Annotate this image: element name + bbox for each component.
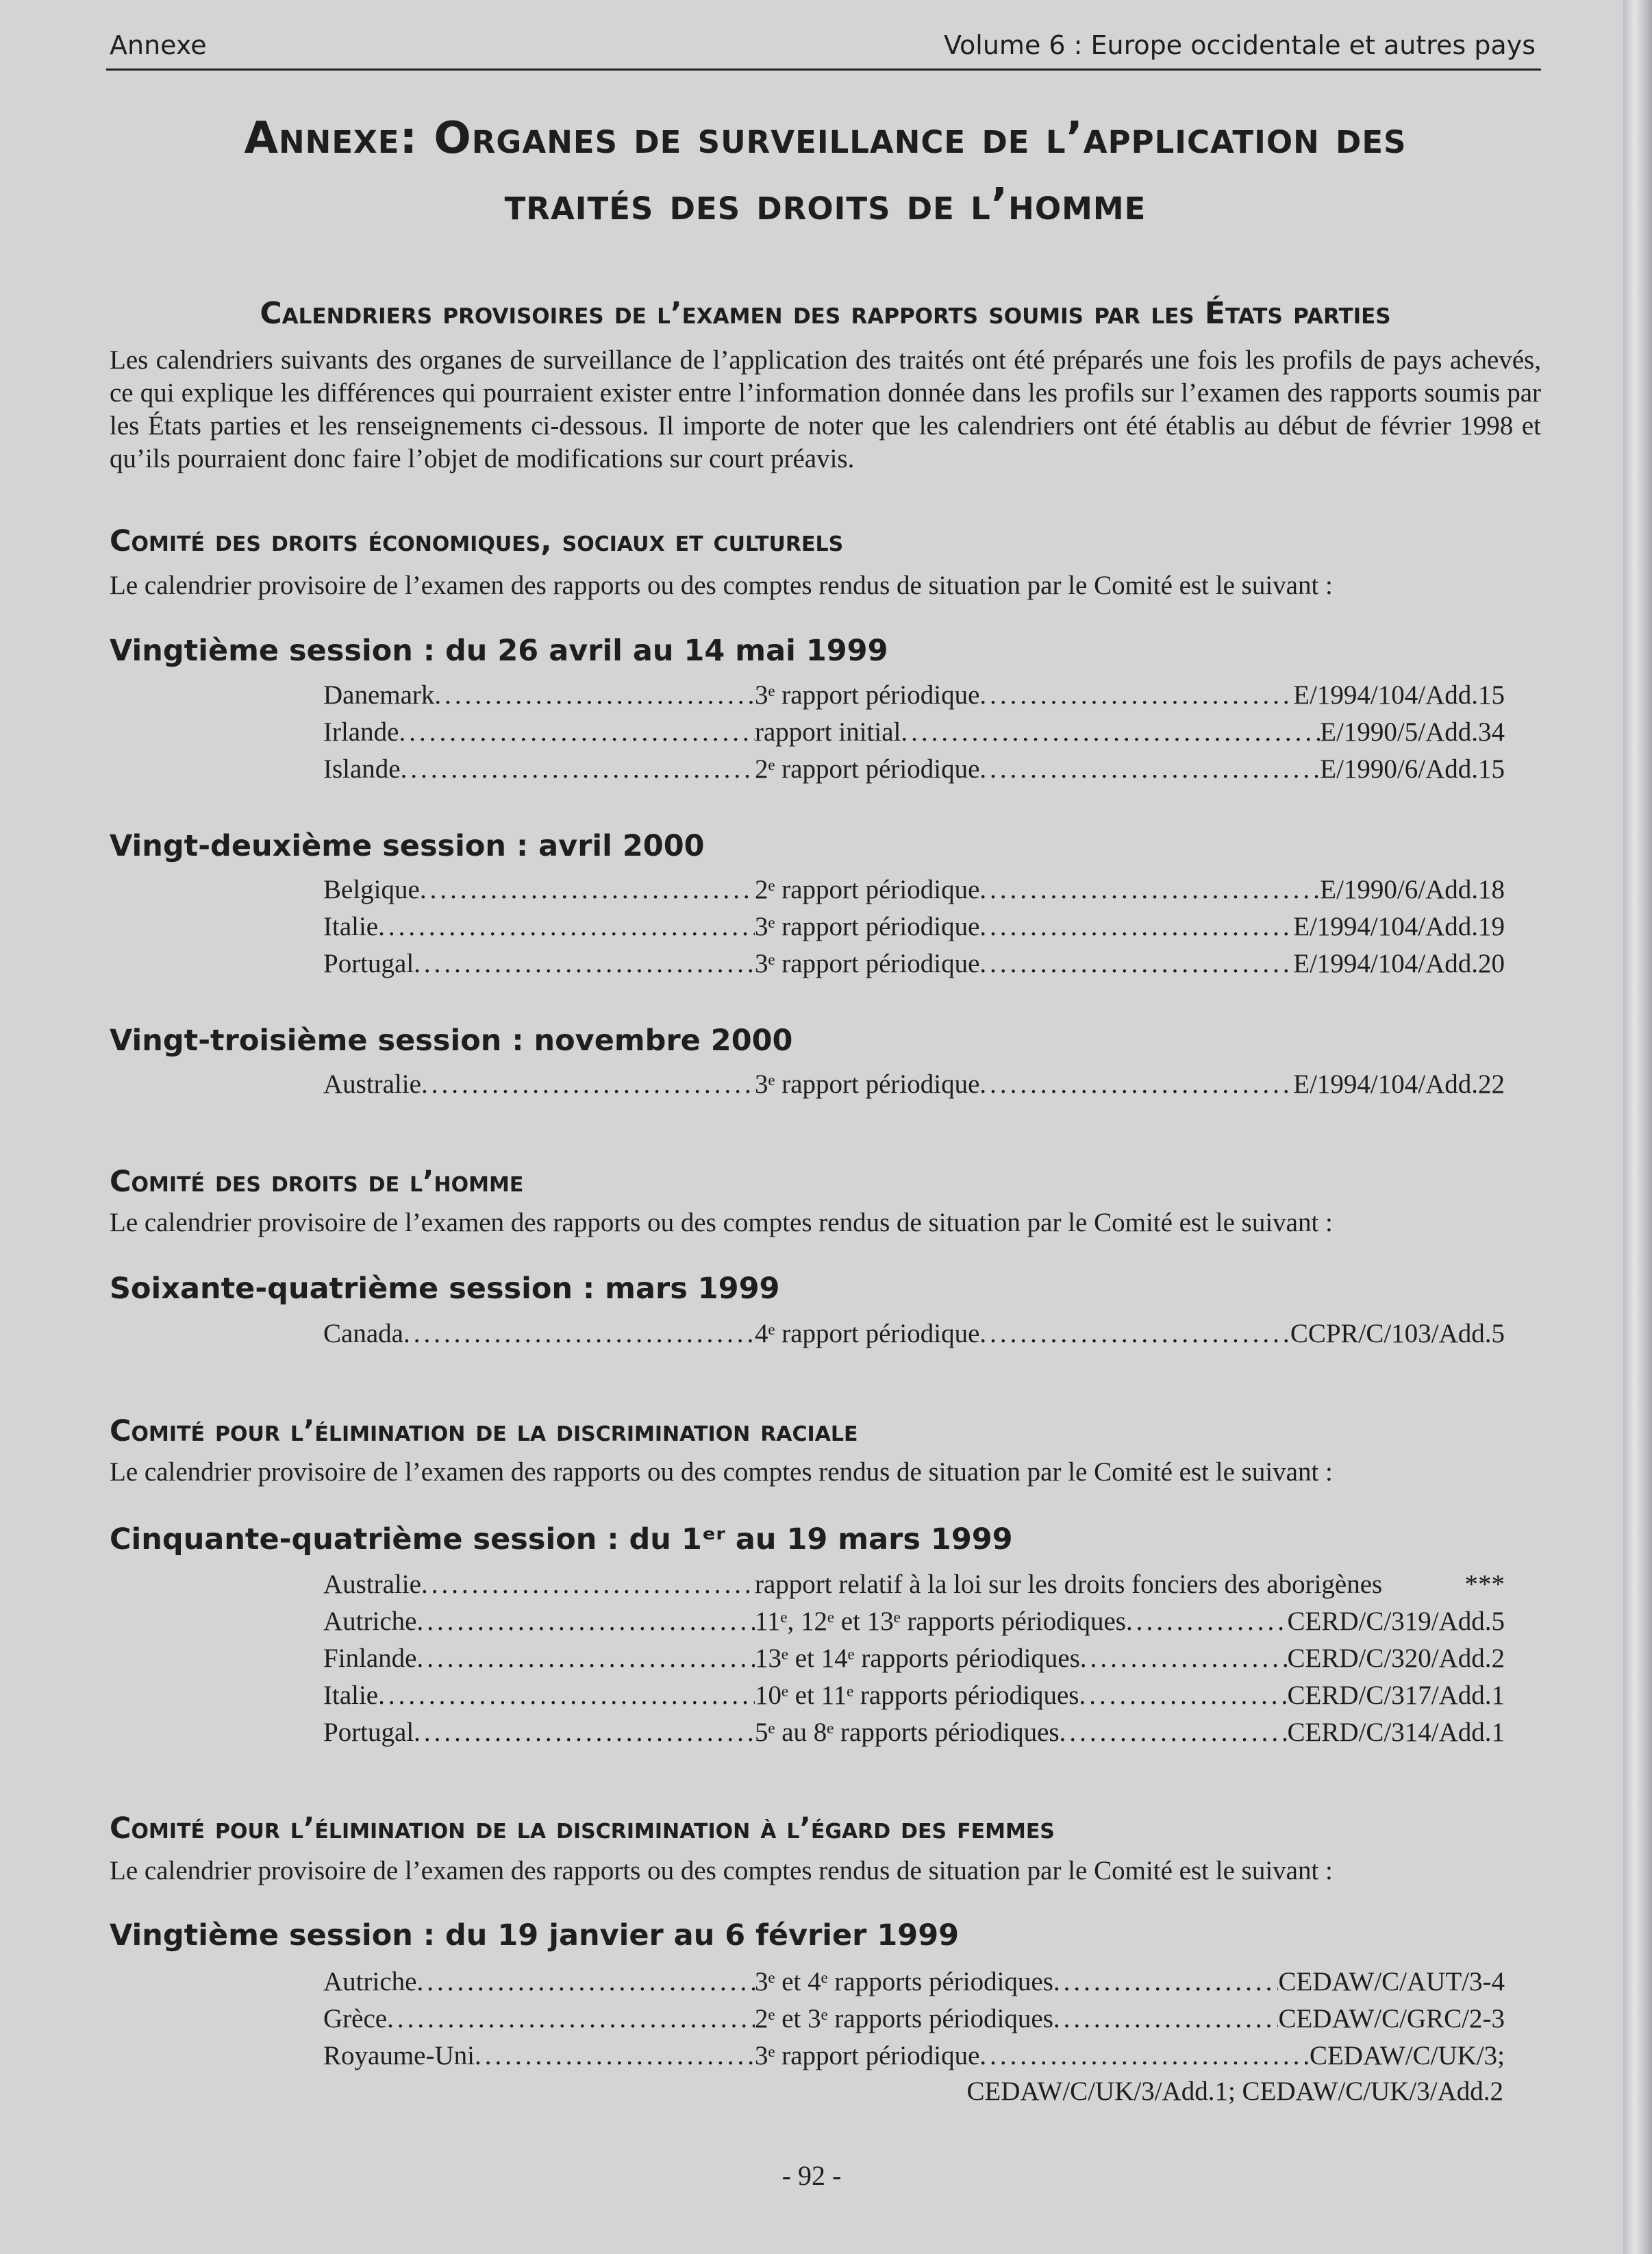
- leader-dots: [979, 874, 1320, 905]
- row-doc: CERD/C/319/Add.5: [1287, 1607, 1505, 1636]
- row-country: Italie: [323, 912, 379, 941]
- committee-intro: Le calendrier provisoire de l’examen des rapports ou des comptes rendus de situation par le Comité est le suivant :: [110, 1208, 1333, 1237]
- row-report: 3ᵉ rapport périodique: [755, 1069, 980, 1099]
- row-doc: E/1994/104/Add.19: [1293, 912, 1505, 941]
- leader-dots: [979, 911, 1293, 942]
- calendar-heading: Calendriers provisoires de l’examen des rapports soumis par les États parties: [260, 296, 1391, 331]
- session-title: Vingt-troisième session : novembre 2000: [110, 1024, 793, 1058]
- row-country: Autriche: [323, 1607, 417, 1636]
- page-title-line-1: Annexe: Organes de surveillance de l’application des: [244, 113, 1407, 164]
- running-header-left: Annexe: [110, 30, 207, 60]
- session-title: Cinquante-quatrième session : du 1ᵉʳ au 19 mars 1999: [110, 1522, 1013, 1557]
- row-doc-continuation: CEDAW/C/UK/3/Add.1; CEDAW/C/UK/3/Add.2: [966, 2077, 1503, 2106]
- row-country: Portugal: [323, 949, 414, 978]
- row-doc: E/1990/5/Add.34: [1320, 717, 1505, 747]
- leader-dots: [475, 2040, 755, 2071]
- table-row: [323, 911, 1505, 942]
- leader-dots: [1053, 1966, 1279, 1997]
- table-row: [323, 1966, 1505, 1997]
- committee-intro: Le calendrier provisoire de l’examen des rapports ou des comptes rendus de situation par le Comité est le suivant :: [110, 1856, 1333, 1885]
- row-report: 2ᵉ rapport périodique: [755, 875, 980, 904]
- committee-heading: Comité pour l’élimination de la discrimination raciale: [110, 1414, 858, 1448]
- row-country: Finlande: [323, 1644, 417, 1673]
- row-doc: CERD/C/317/Add.1: [1287, 1681, 1505, 1710]
- running-header-right: Volume 6 : Europe occidentale et autres pays: [944, 30, 1536, 60]
- committee-heading: Comité des droits de l’homme: [110, 1165, 524, 1199]
- committee-intro: Le calendrier provisoire de l’examen des rapports ou des comptes rendus de situation par le Comité est le suivant :: [110, 1457, 1333, 1487]
- row-doc: E/1990/6/Add.18: [1320, 875, 1505, 904]
- table-row: [323, 680, 1505, 710]
- row-report: 3ᵉ et 4ᵉ rapports périodiques: [755, 1967, 1053, 1996]
- row-report: 3ᵉ rapport périodique: [755, 912, 980, 941]
- leader-dots: [421, 1069, 755, 1100]
- row-report: 3ᵉ rapport périodique: [755, 949, 980, 978]
- row-doc: CEDAW/C/UK/3;: [1309, 2041, 1505, 2070]
- table-row: [323, 1643, 1505, 1674]
- row-doc: CEDAW/C/GRC/2-3: [1278, 2004, 1505, 2033]
- session-title: Vingtième session : du 26 avril au 14 mai 1999: [110, 634, 888, 668]
- leader-dots: [979, 1318, 1290, 1349]
- row-country: Irlande: [323, 717, 399, 747]
- committee-heading: Comité des droits économiques, sociaux et culturels: [110, 524, 844, 558]
- leader-dots: [378, 1680, 755, 1711]
- table-row: [323, 1717, 1505, 1748]
- row-report: 3ᵉ rapport périodique: [755, 2041, 980, 2070]
- leader-dots: [420, 874, 755, 905]
- row-doc: ***: [1464, 1570, 1505, 1599]
- table-row: [323, 1318, 1505, 1349]
- table-row: [323, 1606, 1505, 1637]
- leader-dots: [416, 1643, 755, 1674]
- intro-paragraph: Les calendriers suivants des organes de surveillance de l’application des traités ont été préparés une fois les profils de pays achevés, ce qui explique les différences qui pourraient exister entre l’information donnée dans les profils sur l’examen des rapports soumis par les États parties et les renseignements ci-dessous. Il importe de noter que les calendriers ont été établis au début de février 1998 et qu’ils pourraient donc faire l’objet de modifications sur court préavis.: [110, 345, 1541, 473]
- leader-dots: [901, 717, 1320, 747]
- leader-dots: [1060, 1717, 1288, 1748]
- leader-dots: [1126, 1606, 1288, 1637]
- leader-dots: [416, 1606, 755, 1637]
- header-rule: [106, 69, 1541, 71]
- row-country: Australie: [323, 1570, 421, 1599]
- leader-dots: [421, 1569, 755, 1600]
- table-row: [323, 1069, 1505, 1100]
- row-country: Belgique: [323, 875, 420, 904]
- session-title: Vingt-deuxième session : avril 2000: [110, 829, 705, 863]
- leader-dots: [979, 680, 1293, 710]
- row-report: 4ᵉ rapport périodique: [755, 1319, 980, 1348]
- row-report: 10ᵉ et 11ᵉ rapports périodiques: [755, 1681, 1079, 1710]
- row-report: 2ᵉ et 3ᵉ rapports périodiques: [755, 2004, 1053, 2033]
- row-doc: E/1990/6/Add.15: [1320, 754, 1505, 784]
- row-country: Danemark: [323, 680, 435, 710]
- leader-dots: [979, 754, 1320, 784]
- leader-dots: [387, 2003, 755, 2034]
- row-country: Royaume-Uni: [323, 2041, 475, 2070]
- committee-heading: Comité pour l’élimination de la discrimination à l’égard des femmes: [110, 1811, 1055, 1846]
- row-report: rapport relatif à la loi sur les droits fonciers des aborigènes: [755, 1570, 1383, 1599]
- leader-dots: [1080, 1643, 1288, 1674]
- table-row: [323, 874, 1505, 905]
- row-doc: E/1994/104/Add.15: [1293, 680, 1505, 710]
- leader-dots: [1079, 1680, 1287, 1711]
- session-title: Vingtième session : du 19 janvier au 6 février 1999: [110, 1918, 960, 1953]
- row-doc: CERD/C/320/Add.2: [1287, 1644, 1505, 1673]
- leader-dots: [414, 1717, 755, 1748]
- table-row: [323, 1680, 1505, 1711]
- page-title-line-2: traités des droits de l’homme: [504, 179, 1147, 230]
- row-doc: E/1994/104/Add.20: [1293, 949, 1505, 978]
- row-report: 5ᵉ au 8ᵉ rapports périodiques: [755, 1718, 1060, 1747]
- row-doc: CEDAW/C/AUT/3-4: [1278, 1967, 1505, 1996]
- row-country: Islande: [323, 754, 401, 784]
- page-number: - 92 -: [781, 2160, 842, 2191]
- table-row: [323, 948, 1505, 979]
- row-report: 11ᵉ, 12ᵉ et 13ᵉ rapports périodiques: [755, 1607, 1126, 1636]
- leader-dots: [401, 754, 755, 784]
- session-title: Soixante-quatrième session : mars 1999: [110, 1272, 780, 1306]
- row-country: Grèce: [323, 2004, 388, 2033]
- leader-dots: [403, 1318, 755, 1349]
- leader-dots: [416, 1966, 755, 1997]
- row-report: rapport initial: [755, 717, 901, 747]
- row-doc: E/1994/104/Add.22: [1293, 1069, 1505, 1099]
- row-country: Italie: [323, 1681, 379, 1710]
- row-report: 3ᵉ rapport périodique: [755, 680, 980, 710]
- row-country: Autriche: [323, 1967, 417, 1996]
- leader-dots: [399, 717, 755, 747]
- table-row: [323, 2040, 1505, 2071]
- row-country: Portugal: [323, 1718, 414, 1747]
- committee-intro: Le calendrier provisoire de l’examen des rapports ou des comptes rendus de situation par le Comité est le suivant :: [110, 571, 1333, 600]
- table-row: [323, 2003, 1505, 2034]
- row-doc: CERD/C/314/Add.1: [1287, 1718, 1505, 1747]
- leader-dots: [979, 948, 1293, 979]
- table-row: [323, 754, 1505, 784]
- row-country: Australie: [323, 1069, 421, 1099]
- leader-dots: [1053, 2003, 1279, 2034]
- leader-dots: [979, 2040, 1310, 2071]
- row-country: Canada: [323, 1319, 403, 1348]
- leader-dots: [434, 680, 755, 710]
- leader-dots: [414, 948, 755, 979]
- leader-dots: [979, 1069, 1293, 1100]
- row-report: 13ᵉ et 14ᵉ rapports périodiques: [755, 1644, 1080, 1673]
- table-row: [323, 1569, 1505, 1600]
- row-doc: CCPR/C/103/Add.5: [1290, 1319, 1505, 1348]
- page-edge: [1623, 0, 1652, 2254]
- leader-dots: [378, 911, 755, 942]
- table-row: [323, 717, 1505, 747]
- row-report: 2ᵉ rapport périodique: [755, 754, 980, 784]
